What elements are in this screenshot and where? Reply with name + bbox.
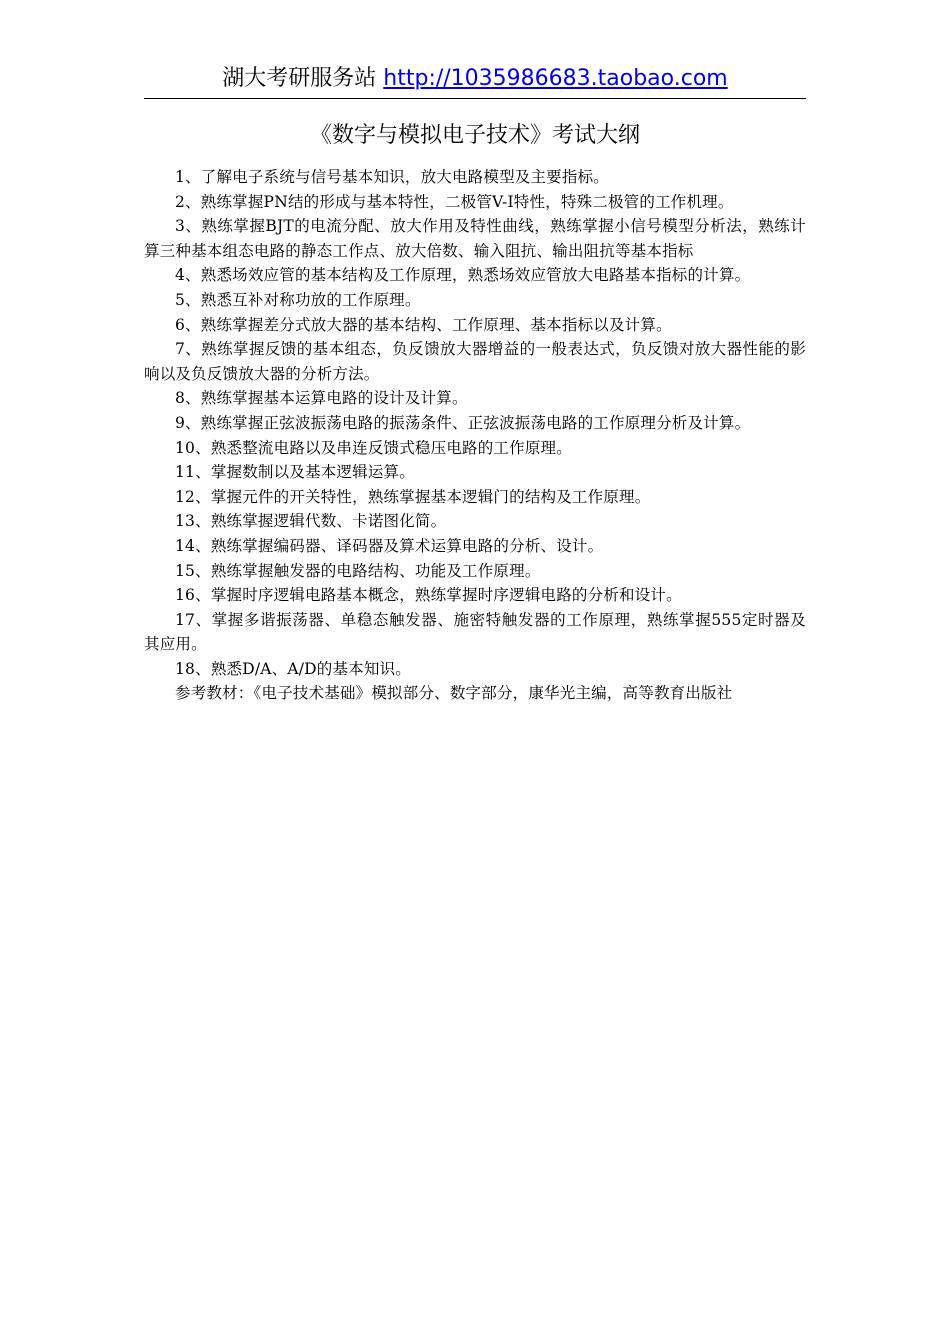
syllabus-item-10: 10、熟悉整流电路以及串连反馈式稳压电路的工作原理。 <box>175 438 572 457</box>
syllabus-item-2: 2、熟练掌握PN结的形成与基本特性，二极管V-I特性，特殊二极管的工作机理。 <box>175 192 734 211</box>
syllabus-item-9: 9、熟练掌握正弦波振荡电路的振荡条件、正弦波振荡电路的工作原理分析及计算。 <box>175 413 751 432</box>
syllabus-item-18: 18、熟悉D/A、A/D的基本知识。 <box>175 659 412 678</box>
document-title: 《数字与模拟电子技术》考试大纲 <box>309 123 640 148</box>
syllabus-item-3: 3、熟练掌握BJT的电流分配、放大作用及特性曲线，熟练掌握小信号模型分析法，熟练计算三种基本组态电路的静态工作点、放大倍数、输入阻抗、输出阻抗等基本指标 <box>144 217 806 260</box>
syllabus-item-4: 4、熟悉场效应管的基本结构及工作原理，熟悉场效应管放大电路基本指标的计算。 <box>175 266 751 285</box>
header-url-link[interactable]: http://1035986683.taobao.com <box>383 66 728 91</box>
document-page <box>144 64 806 706</box>
syllabus-item-14: 14、熟练掌握编码器、译码器及算术运算电路的分析、设计。 <box>175 536 604 555</box>
syllabus-item-1: 1、了解电子系统与信号基本知识，放大电路模型及主要指标。 <box>175 168 609 186</box>
syllabus-item-11: 11、掌握数制以及基本逻辑运算。 <box>175 463 415 482</box>
syllabus-item-6: 6、熟练掌握差分式放大器的基本结构、工作原理、基本指标以及计算。 <box>175 315 672 334</box>
syllabus-item-12: 12、掌握元件的开关特性，熟练掌握基本逻辑门的结构及工作原理。 <box>175 487 651 506</box>
syllabus-item-15: 15、熟练掌握触发器的电路结构、功能及工作原理。 <box>175 561 541 580</box>
syllabus-item-17: 17、掌握多谐振荡器、单稳态触发器、施密特触发器的工作原理，熟练掌握555定时器及其应用。 <box>144 610 806 654</box>
header-site-name: 湖大考研服务站 <box>222 66 377 91</box>
syllabus-item-8: 8、熟练掌握基本运算电路的设计及计算。 <box>175 389 468 408</box>
page-header <box>144 64 806 99</box>
reference-textbook: 参考教材：《电子技术基础》模拟部分、数字部分，康华光主编，高等教育出版社 <box>175 684 733 703</box>
syllabus-item-5: 5、熟悉互补对称功放的工作原理。 <box>175 290 421 309</box>
syllabus-item-13: 13、熟练掌握逻辑代数、卡诺图化简。 <box>175 512 447 531</box>
syllabus-item-16: 16、掌握时序逻辑电路基本概念，熟练掌握时序逻辑电路的分析和设计。 <box>175 586 682 605</box>
syllabus-list <box>144 165 806 706</box>
syllabus-item-7: 7、熟练掌握反馈的基本组态，负反馈放大器增益的一般表达式，负反馈对放大器性能的影响以及负反馈放大器的分析方法。 <box>144 340 806 383</box>
